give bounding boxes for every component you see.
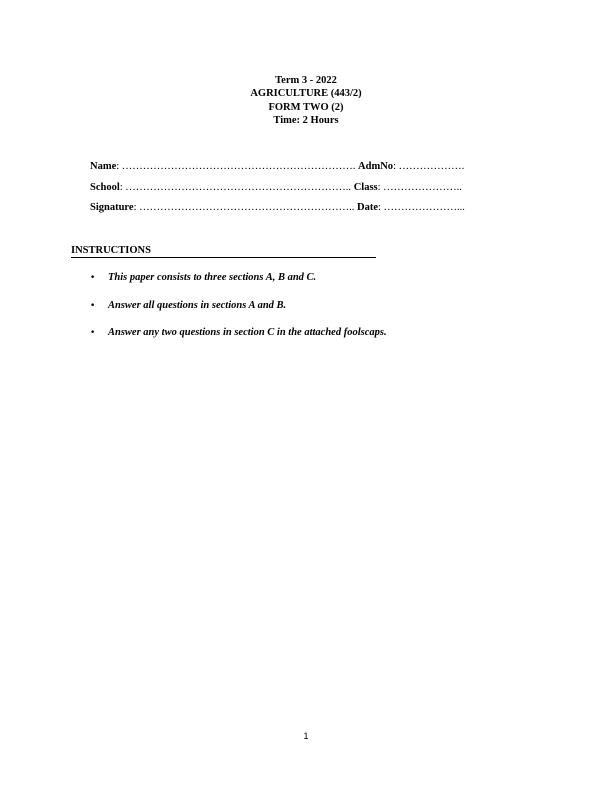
signature-label: Signature	[90, 202, 134, 214]
signature-row	[90, 198, 465, 219]
instructions-underline	[71, 257, 376, 258]
signature-field[interactable]: : ……………………………………………………..	[133, 202, 355, 214]
class-field[interactable]: : …………………..	[377, 181, 462, 193]
instruction-item	[90, 271, 387, 299]
instruction-text: Answer any two questions in section C in the attached foolscaps.	[108, 327, 387, 338]
page-number: 1	[303, 731, 309, 741]
exam-header	[0, 74, 612, 128]
date-field[interactable]: : …………………...	[378, 202, 465, 214]
time-line: Time: 2 Hours	[273, 115, 339, 127]
bullet-icon: •	[90, 273, 96, 283]
bullet-icon: •	[90, 300, 96, 311]
subject-line: AGRICULTURE (443/2)	[250, 88, 362, 100]
school-field[interactable]: : ………………………………………………………..	[119, 181, 352, 193]
name-label: Name	[90, 161, 117, 172]
form-line: FORM TWO (2)	[268, 101, 344, 113]
instructions-heading: INSTRUCTIONS	[71, 245, 151, 256]
term-line: Term 3 - 2022	[275, 75, 337, 86]
class-label: Class	[353, 181, 378, 193]
name-row	[90, 157, 465, 178]
date-label: Date	[357, 202, 378, 214]
instruction-list	[90, 271, 387, 354]
instruction-item	[90, 326, 387, 354]
school-row	[90, 178, 465, 199]
admno-field[interactable]: : ……………….	[393, 161, 465, 172]
instruction-text: This paper consists to three sections A, B and C.	[108, 272, 317, 283]
instruction-text: Answer all questions in sections A and B.	[108, 299, 287, 311]
candidate-details	[90, 157, 465, 219]
school-label: School	[90, 181, 120, 193]
admno-label: AdmNo	[358, 161, 394, 172]
instruction-item	[90, 299, 387, 327]
bullet-icon: •	[90, 328, 96, 338]
name-field[interactable]: : ………………………………………………………….	[116, 161, 356, 172]
